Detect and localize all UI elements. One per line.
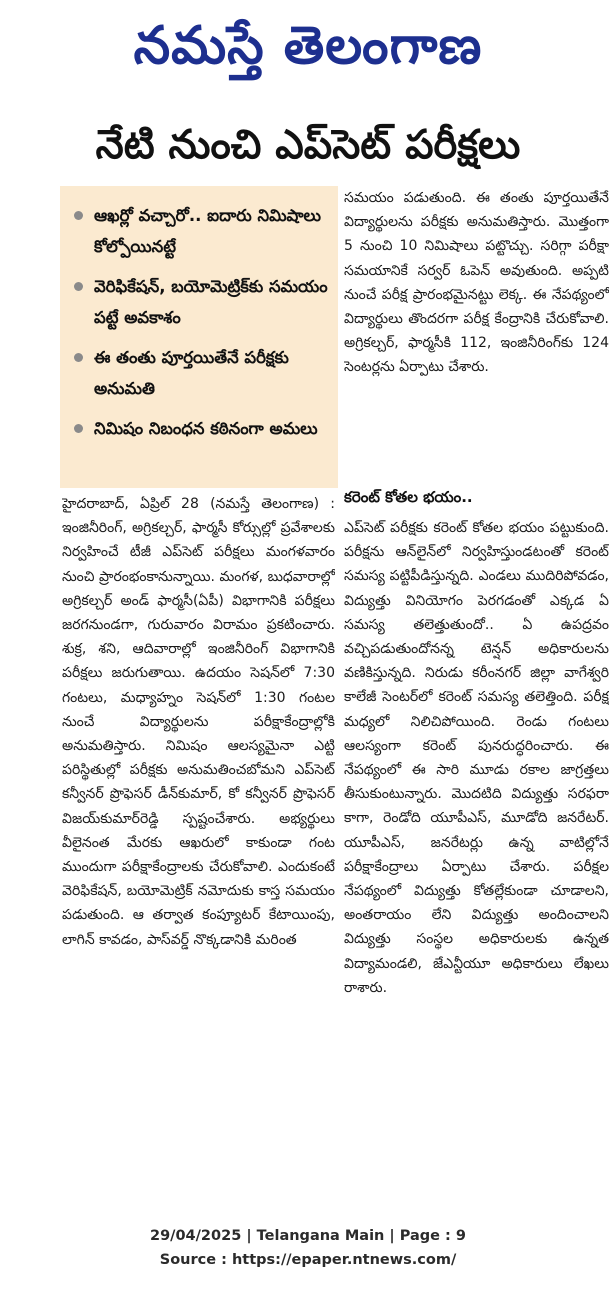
highlights-list (70, 200, 328, 444)
bullet-icon (74, 353, 83, 362)
highlight-text: నిమిషం నిబంధన కఠినంగా అమలు (94, 419, 318, 438)
bullet-icon (74, 282, 83, 291)
article-column-left (62, 492, 335, 1118)
highlight-item (70, 413, 328, 444)
bullet-icon (74, 424, 83, 433)
newspaper-masthead: నమస్తే తెలంగాణ (133, 16, 483, 76)
highlight-item (70, 271, 328, 333)
highlight-text: వెరిఫికేషన్, బయోమెట్రిక్‌కు సమయం పట్టే అవకాశం (94, 277, 328, 327)
article-paragraph: ఎప్‌సెట్ పరీక్షకు కరెంట్ కోతల భయం పట్టుకుంది. పరీక్షను ఆన్‌లైన్‌లో నిర్వహిస్తుండటంతో కరెంట్ సమస్య పట్టిపీడిస్తున్నది. ఎండలు ముదిరిపోవడం, విద్యుత్తు వినియోగం పెరగడంతో ఎక్కడ ఏ సమస్య తలెత్తుతుందో.. ఏ ఉపద్రవం వచ్చిపడుతుందోనన్న టెన్షన్ అధికారులను వణికిస్తున్నది. నిరుడు కరీంనగర్ జిల్లా వాగేశ్వరి కాలేజీ సెంటర్‌లో కరెంట్ సమస్య తలెత్తింది. పరీక్ష మధ్యలో నిలిచిపోయింది. రెండు గంటలు ఆలస్యంగా కరెంట్ పునరుద్ధరించారు. ఈ నేపథ్యంలో ఈ సారి మూడు రకాల జాగ్రత్తలు తీసుకుంటున్నారు. మొదటిది విద్యుత్తు సరఫరా కాగా, రెండోది యూపీఎస్, మూడోది జనరేటర్. యూపీఎస్, జనరేటర్లు ఉన్న వాటిల్లోనే పరీక్షాకేంద్రాలు ఏర్పాటు చేశారు. పరీక్షల నేపథ్యంలో విద్యుత్తు కోతల్లేకుండా చూడాలని, అంతరాయం లేని విద్యుత్తు అందించాలని విద్యుత్తు సంస్థల అధికారులకు ఉన్నత విద్యామండలి, జేఎన్టీయూ అధికారులు లేఖలు రాశారు. (344, 520, 609, 996)
footer-source: Source : https://epaper.ntnews.com/ (159, 1252, 457, 1268)
article-column-right-top (344, 186, 609, 466)
article-headline: నేటి నుంచి ఎప్‌సెట్ పరీక్షలు (95, 122, 521, 168)
highlight-item (70, 342, 328, 404)
footer-date-edition: 29/04/2025 | Telangana Main | Page : 9 (149, 1228, 466, 1244)
article-paragraph: హైదరాబాద్, ఏప్రిల్ 28 (నమస్తే తెలంగాణ) : ఇంజినీరింగ్, అగ్రికల్చర్, ఫార్మసీ కోర్సుల్లో ప్రవేశాలకు నిర్వహించే టీజీ ఎప్‌సెట్ పరీక్షలు మంగళవారం నుంచి ప్రారంభంకానున్నాయి. మంగళ, బుధవారాల్లో అగ్రికల్చర్ అండ్ ఫార్మసీ(ఏపీ) విభాగానికి పరీక్షలు జరగనుండగా, గురువారం విరామం ప్రకటించారు. శుక్ర, శని, ఆదివారాల్లో ఇంజినీరింగ్ విభాగానికి పరీక్షలు జరుగుతాయి. ఉదయం సెషన్‌లో 7:30 గంటలు, మధ్యాహ్నం సెషన్‌లో 1:30 గంటల నుంచే విద్యార్థులను పరీక్షాకేంద్రాల్లోకి అనుమతిస్తారు. నిమిషం ఆలస్యమైనా ఎట్టి పరిస్థితుల్లో పరీక్షకు అనుమతించబోమని ఎప్‌సెట్ కన్వీనర్ ప్రొఫెసర్ డీన్‌కుమార్, కో కన్వీనర్ ప్రొఫెసర్ విజయ్‌కుమార్‌రెడ్డి స్పష్టంచేశారు. అభ్యర్థులు వీలైనంత మేరకు ఆఖరులో కాకుండా గంట ముందుగా పరీక్షాకేంద్రాలకు చేరుకోవాలి. ఎందుకంటే వెరిఫికేషన్, బయోమెట్రిక్ నమోదుకు కాస్త సమయం పడుతుంది. ఆ తర్వాత కంప్యూటర్ కేటాయింపు, లాగిన్ కావడం, పాస్‌వర్డ్ నొక్కడానికి మరింత (62, 496, 335, 948)
bullet-icon (74, 211, 83, 220)
highlight-text: ఈ తంతు పూర్తయితేనే పరీక్షకు అనుమతి (94, 348, 289, 398)
article-paragraph: సమయం పడుతుంది. ఈ తంతు పూర్తయితేనే విద్యార్థులను పరీక్షకు అనుమతిస్తారు. మొత్తంగా 5 నుంచి 10 నిమిషాలు పట్టొచ్చు. సరిగ్గా పరీక్షా సమయానికే సర్వర్ ఓపెన్ అవుతుంది. అప్పటి నుంచే పరీక్ష ప్రారంభమైనట్టు లెక్క. ఈ నేపథ్యంలో విద్యార్థులు తొందరగా పరీక్ష కేంద్రానికి చేరుకోవాలి. అగ్రికల్చర్, ఫార్మసీకి 112, ఇంజినీరింగ్‌కు 124 సెంటర్లను ఏర్పాటు చేశారు. (344, 190, 609, 376)
highlight-item (70, 200, 328, 262)
article-subheading: కరెంట్ కోతల భయం.. (344, 488, 473, 506)
page-footer (0, 1224, 616, 1272)
article-column-right-bottom (344, 516, 609, 1156)
highlights-box (60, 186, 338, 488)
highlight-text: ఆఖర్లో వచ్చారో.. ఐదారు నిమిషాలు కోల్పోయినట్టే (94, 206, 321, 256)
